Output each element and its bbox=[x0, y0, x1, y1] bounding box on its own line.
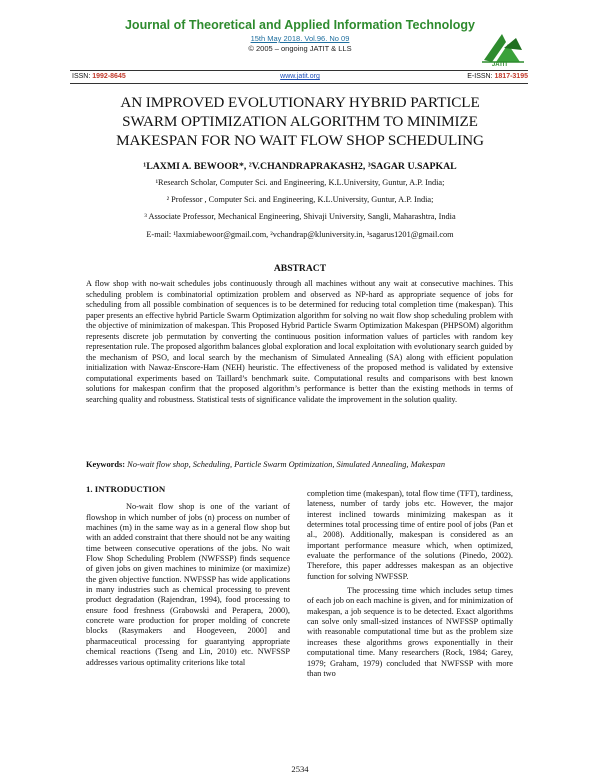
email-line: E-mail: ¹laxmiabewoor@gmail.com, ²vchandrap@kluniversity.in, ³sagarus1201@gmail.com bbox=[146, 230, 454, 239]
author-list: ¹LAXMI A. BEWOOR*, ²V.CHANDRAPRAKASH2, ³SAGAR U.SAPKAL bbox=[143, 161, 457, 172]
intro-paragraph-2: The processing time which includes setup times of each job on each machine is given, and for minimization of makespan, a job sequence is to be detected. Exact algorithms can solve only small-sized instances of NWFSSP optimally with reasonable computational time but as the problem size increases these algorithms grows exponentially in their computational time. Many researchers (Rock, 1984; Garey, 1979; Graham, 1979) concluded that NWFSSP with more than two bbox=[307, 586, 513, 678]
right-column bbox=[307, 489, 513, 679]
keywords-label: Keywords: bbox=[86, 460, 126, 469]
intro-paragraph-1: No-wait flow shop is one of the variant of flowshop in which number of jobs (n) process on number of machines (m) in the same way as in a general flow shop but with an added constraint that there should not be any waiting time between consecutive operations of the jobs. No wait Flow Shop Scheduling Problem (NWFSSP) finds sequence of given jobs on given machines to minimize (or maximize) the given objective function. NWFSSP has wide applications in many industries such as chemical processing to prevent product degradation (Rajendran, 1994), food processing to ensure food freshness (Grabowski and Perapera, 2000), concrete ware production for proper molding of concrete blocks (Rasymakers and Hoogeveen, 2000] and pharmaceutical processing for guarantying appropriate chemical reactions (Tseng and Lin, 2010) etc. NWFSSP addresses various optimality criterions like total bbox=[86, 502, 290, 667]
issn bbox=[72, 73, 126, 80]
journal-title: Journal of Theoretical and Applied Information Technology bbox=[124, 18, 476, 32]
journal-date-text: 15th May 2018. Vol.96. No 09 bbox=[250, 34, 350, 43]
keywords-text: No-wait flow shop, Scheduling, Particle Swarm Optimization, Simulated Annealing, Makespan bbox=[127, 460, 446, 469]
title-line-3: MAKESPAN FOR NO WAIT FLOW SHOP SCHEDULING bbox=[116, 132, 484, 149]
logo-text: JATIT bbox=[491, 62, 509, 68]
keywords bbox=[86, 460, 526, 469]
journal-date bbox=[110, 34, 490, 43]
header-rule-bottom bbox=[70, 83, 528, 84]
section-heading-introduction: 1. INTRODUCTION bbox=[86, 484, 166, 494]
intro-paragraph-1-continued: completion time (makespan), total flow time (TFT), tardiness, lateness, number of tardy jobs etc. However, the major interest inclined towards minimizing makespan as it determines total processing time of entire pool of jobs (Pan et al., 2008). Additionally, makespan is considered as an important performance measure which, when optimized, evaluate the performance of the solutions (Pinedo, 2002). Therefore, this paper addresses makespan as an objective function for solving NWFSSP. bbox=[307, 489, 513, 581]
abstract-text: A flow shop with no-wait schedules jobs continuously through all machines without any wait at consecutive machines. This scheduling problem is combinatorial optimization problem and observed as NP-hard as appropriate sequence of jobs for scheduling from all possible combination of sequences is to be determined for reducing total completion time (makespan). This paper presents an effective hybrid Particle Swarm Optimization algorithm for solving no wait flow shop scheduling problem with the objective of minimization of makespan. This Proposed Hybrid Particle Swarm Optimization Makespan (PHPSOM) algorithm represents discrete job permutation by converting the continuous position information values of particles with random key representation rule. The proposed algorithm balances global exploration and local exploitation with evolutionary search guided by the mechanism of PSO, and local search by the mechanism of Simulated Annealing (SA) along with efficient population initialization with Nawaz-Enscore-Ham (NEH) heuristic. The effectiveness of the proposed method is validated by extensive computational experiments based on Taillard’s benchmark suite. Computational results and comparisons with best known solutions for makespan confirm that the proposed algorithm’s performance is better than the existing methods in terms of searching quality and robustness. Statistical tests of significance validate the improvement in the solution quality. bbox=[86, 279, 513, 405]
journal-url-link[interactable]: www.jatit.org bbox=[280, 73, 320, 80]
title-line-1: AN IMPROVED EVOLUTIONARY HYBRID PARTICLE bbox=[120, 94, 480, 111]
header-rule-top bbox=[70, 70, 528, 71]
affiliation-3: ³ Associate Professor, Mechanical Engineering, Shivaji University, Sangli, Maharashtra, India bbox=[144, 212, 456, 221]
eissn bbox=[467, 73, 528, 80]
eissn-label: E-ISSN: bbox=[467, 73, 493, 80]
issn-label: ISSN: bbox=[72, 73, 91, 80]
page-number: 2534 bbox=[291, 764, 309, 774]
affiliation-2: ² Professor , Computer Sci. and Engineering, K.L.University, Guntur, A.P. India; bbox=[166, 195, 434, 204]
left-column bbox=[86, 484, 290, 668]
eissn-value: 1817-3195 bbox=[494, 73, 528, 80]
title-line-2: SWARM OPTIMIZATION ALGORITHM TO MINIMIZE bbox=[122, 113, 478, 130]
issn-value: 1992-8645 bbox=[92, 73, 126, 80]
abstract-heading: ABSTRACT bbox=[273, 263, 327, 274]
paper-title bbox=[70, 93, 530, 150]
affiliation-1: ¹Research Scholar, Computer Sci. and Engineering, K.L.University, Guntur, A.P. India; bbox=[155, 178, 445, 187]
journal-copyright: © 2005 – ongoing JATIT & LLS bbox=[248, 44, 352, 53]
